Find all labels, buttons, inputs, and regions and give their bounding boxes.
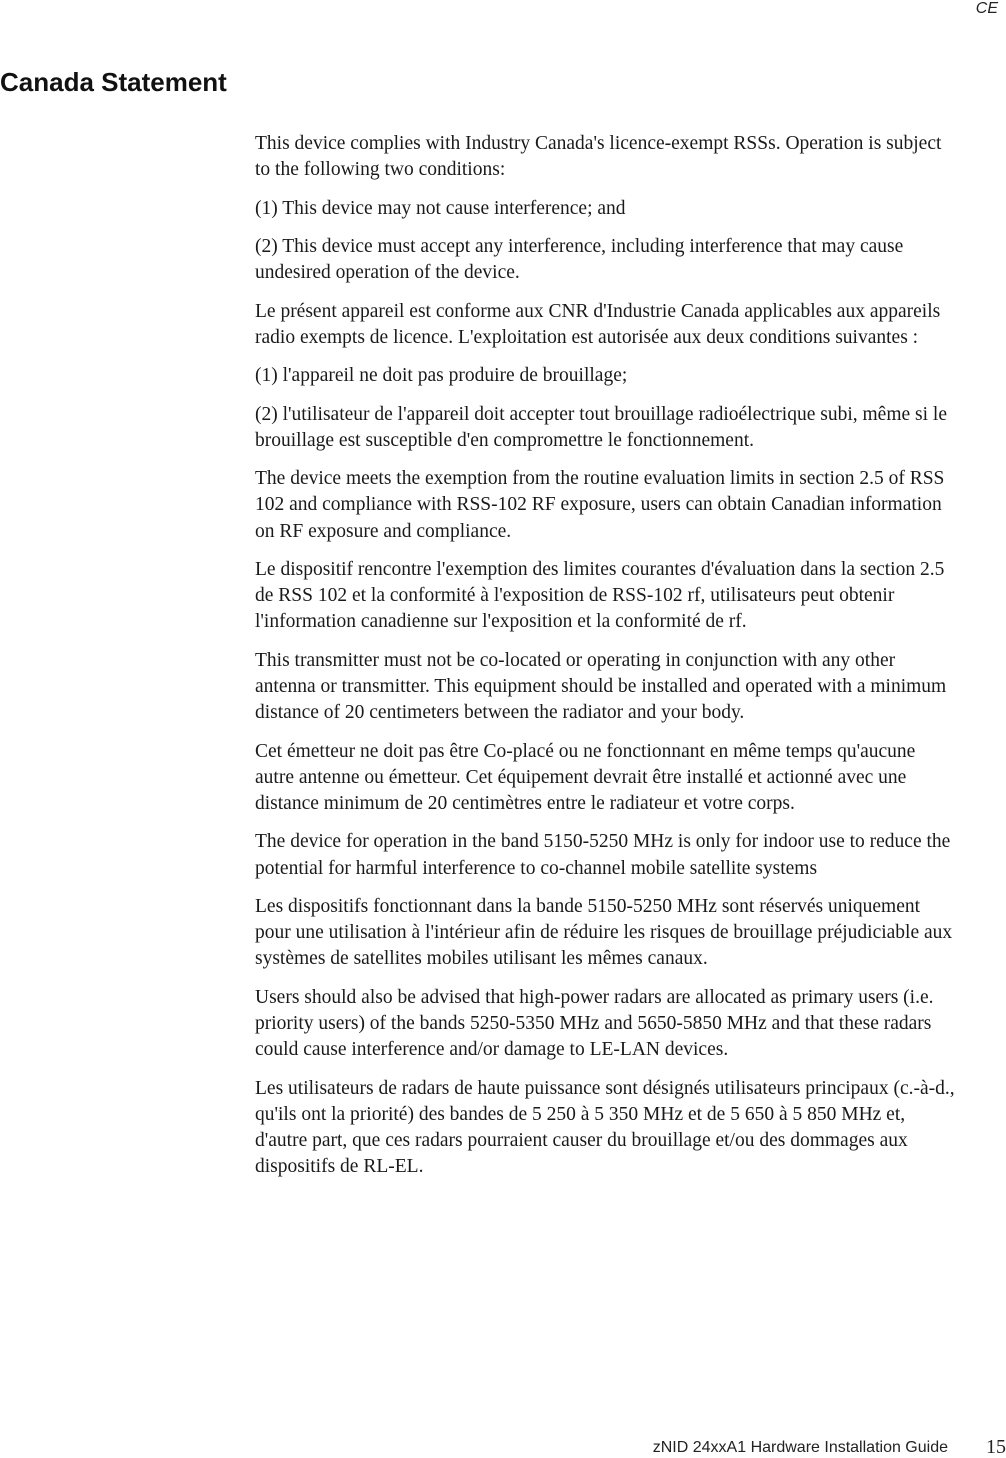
- paragraph: Le présent appareil est conforme aux CNR d'Industrie Canada applicables aux appareils radio exempts de licence. L'exploitation est autorisée aux deux conditions suivantes :: [255, 300, 941, 348]
- paragraph: (1) l'appareil ne doit pas produire de brouillage;: [255, 365, 628, 387]
- paragraph: Users should also be advised that high-power radars are allocated as primary users (i.e. priority users) of the bands 5250-5350 MHz and 5650-5850 MHz and that these radars could cause interference and/or damage to LE-LAN devices.: [255, 986, 934, 1061]
- statement-body: [255, 131, 955, 1193]
- paragraph: Les utilisateurs de radars de haute puissance sont désignés utilisateurs principaux (c.-à-d., qu'ils ont la priorité) des bandes de 5 250 à 5 350 MHz et de 5 650 à 5 850 MHz et, d'autre part, que ces radars pourraient causer du brouillage et/ou des dommages aux dispositifs de RL-EL.: [255, 1077, 955, 1178]
- paragraph: Le dispositif rencontre l'exemption des limites courantes d'évaluation dans la section 2.5 de RSS 102 et la conformité à l'exposition de RSS-102 rf, utilisateurs peut obtenir l'information canadienne sur l'exposition et la conformité de rf.: [255, 558, 945, 633]
- paragraph: This transmitter must not be co-located or operating in conjunction with any other antenna or transmitter. This equipment should be installed and operated with a minimum distance of 20 centimeters between the radiator and your body.: [255, 649, 947, 724]
- section-title: Canada Statement: [0, 67, 227, 97]
- footer-guide-title: zNID 24xxA1 Hardware Installation Guide: [652, 1439, 948, 1456]
- paragraph: Les dispositifs fonctionnant dans la bande 5150-5250 MHz sont réservés uniquement pour une utilisation à l'intérieur afin de réduire les risques de brouillage préjudiciable aux systèmes de satellites mobiles utilisant les mêmes canaux.: [255, 895, 953, 970]
- paragraph: The device meets the exemption from the routine evaluation limits in section 2.5 of RSS 102 and compliance with RSS-102 RF exposure, users can obtain Canadian information on RF exposure and compliance.: [255, 468, 945, 542]
- chapter-tag: CE: [975, 0, 998, 17]
- paragraph: Cet émetteur ne doit pas être Co-placé ou ne fonctionnant en même temps qu'aucune autre antenne ou émetteur. Cet équipement devrait être installé et actionné avec une distance minimum de 20 centimètres entre le radiateur et votre corps.: [255, 740, 916, 814]
- paragraph: (1) This device may not cause interference; and: [255, 197, 626, 219]
- page-number: 15: [986, 1436, 1006, 1458]
- paragraph: This device complies with Industry Canada's licence-exempt RSSs. Operation is subject to the following two conditions:: [255, 133, 942, 181]
- paragraph: (2) l'utilisateur de l'appareil doit accepter tout brouillage radioélectrique subi, même si le brouillage est susceptible d'en compromettre le fonctionnement.: [255, 403, 947, 451]
- paragraph: (2) This device must accept any interference, including interference that may cause undesired operation of the device.: [255, 235, 904, 284]
- paragraph: The device for operation in the band 5150-5250 MHz is only for indoor use to reduce the potential for harmful interference to co-channel mobile satellite systems: [255, 831, 951, 879]
